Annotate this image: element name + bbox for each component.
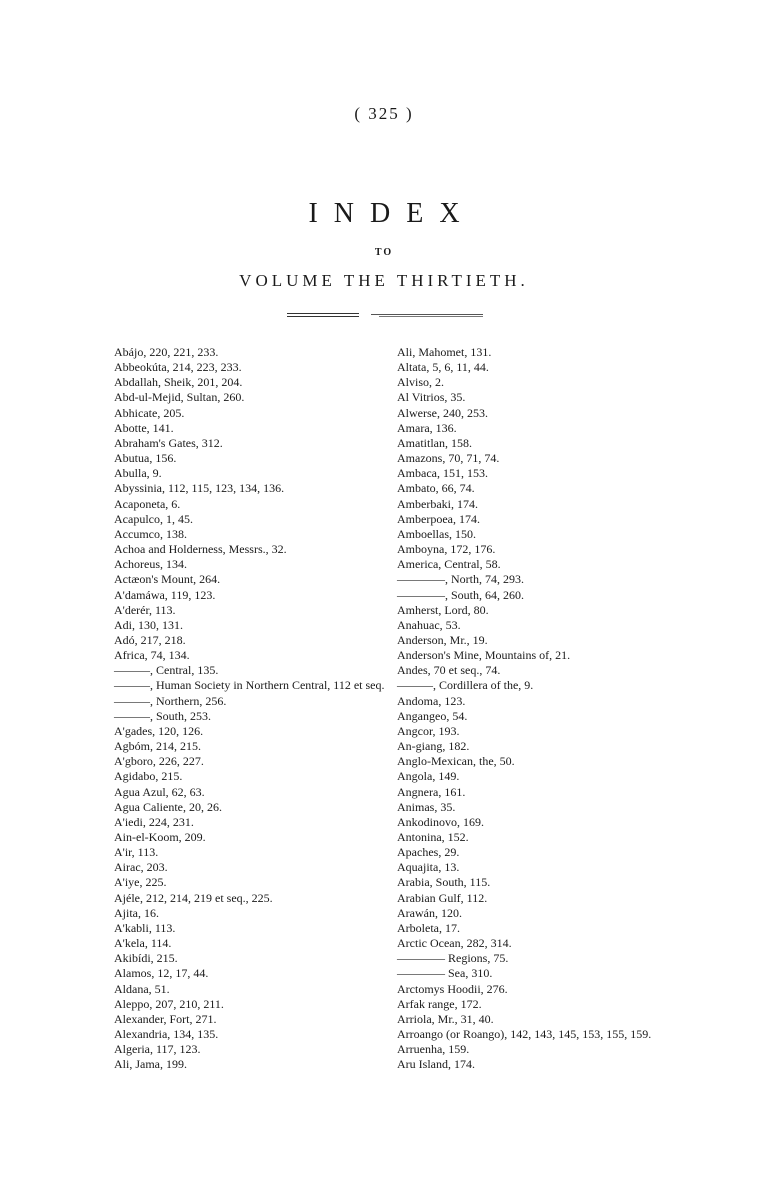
index-entry: Ali, Jama, 199. (114, 1057, 187, 1072)
index-entry: Ajéle, 212, 214, 219 et seq., 225. (114, 890, 273, 905)
index-entry: Abd-ul-Mejid, Sultan, 260. (114, 390, 245, 405)
index-entry: ———, Central, 135. (114, 663, 219, 678)
index-entry: Arboleta, 17. (397, 920, 460, 935)
index-entry: Achoreus, 134. (114, 557, 187, 572)
index-entry: Arruenha, 159. (397, 1042, 470, 1057)
index-entry: Accumco, 138. (114, 526, 187, 541)
index-entry: Abyssinia, 112, 115, 123, 134, 136. (114, 481, 285, 496)
index-entry: Adi, 130, 131. (114, 617, 183, 632)
index-entry: Arctomys Hoodii, 276. (397, 981, 508, 996)
index-entry: Akibídi, 215. (114, 951, 178, 966)
index-entry: ———, South, 253. (114, 708, 212, 723)
index-entry: ————, South, 64, 260. (397, 587, 525, 602)
index-entry: Ajita, 16. (114, 905, 159, 920)
index-entry: A'kela, 114. (114, 936, 172, 951)
index-entry: Al Vitrios, 35. (397, 390, 466, 405)
rule-line (287, 316, 359, 317)
index-entry: Angola, 149. (397, 769, 460, 784)
index-entry: A'kabli, 113. (114, 920, 176, 935)
index-entry: A'damáwa, 119, 123. (114, 587, 216, 602)
index-entry: A'ir, 113. (114, 845, 159, 860)
index-entry: Acaponeta, 6. (114, 496, 181, 511)
index-entry: Ain-el-Koom, 209. (114, 830, 206, 844)
index-entry: Arctic Ocean, 282, 314. (397, 936, 512, 951)
index-column-left (114, 345, 386, 1073)
index-entry: Algeria, 117, 123. (114, 1042, 201, 1057)
index-entry: A'gades, 120, 126. (114, 723, 204, 738)
index-entry: Altata, 5, 6, 11, 44. (397, 360, 489, 375)
index-entry: Abhicate, 205. (114, 405, 185, 420)
index-entry: A'gboro, 226, 227. (114, 754, 204, 769)
index-entry: Amberbaki, 174. (397, 496, 478, 511)
rule-line (371, 314, 483, 315)
index-entry: Anderson, Mr., 19. (397, 632, 488, 647)
index-entry: Alwerse, 240, 253. (397, 405, 488, 420)
index-entry: A'iye, 225. (114, 875, 167, 890)
index-entry: Abutua, 156. (114, 451, 177, 466)
index-entry: Anderson's Mine, Mountains of, 21. (397, 648, 571, 663)
index-entry: Agua Caliente, 20, 26. (114, 799, 222, 814)
page-number: ( 325 ) (354, 104, 414, 123)
index-entry: America, Central, 58. (397, 557, 501, 572)
index-entry: Arroango (or Roango), 142, 143, 145, 153, 155, 159. (397, 1027, 652, 1042)
index-entry: Achoa and Holderness, Messrs., 32. (114, 542, 287, 557)
index-entry: ————, North, 74, 293. (397, 572, 524, 587)
index-entry: Alexander, Fort, 271. (114, 1011, 217, 1026)
index-entry: Angcor, 193. (397, 723, 460, 738)
index-entry: Ambato, 66, 74. (397, 481, 475, 496)
index-entry: Acapulco, 1, 45. (114, 511, 193, 526)
index-entry: Agidabo, 215. (114, 769, 183, 784)
index-entry: ———, Human Society in Northern Central, 112 et seq. (114, 678, 385, 693)
index-entry: Amboellas, 150. (397, 526, 476, 541)
index-entry: ———— Regions, 75. (397, 951, 509, 966)
index-entry: Actæon's Mount, 264. (114, 572, 221, 587)
index-entry: Agua Azul, 62, 63. (114, 784, 205, 799)
index-title: INDEX (308, 198, 476, 229)
index-entry: Aldana, 51. (114, 981, 170, 996)
index-entry: Amboyna, 172, 176. (397, 542, 496, 557)
index-entry: Arriola, Mr., 31, 40. (397, 1011, 494, 1026)
index-entry: ———, Cordillera of the, 9. (397, 678, 534, 693)
index-entry: Abdallah, Sheik, 201, 204. (114, 375, 243, 390)
index-entry: Ankodinovo, 169. (397, 814, 484, 829)
index-entry: A'derér, 113. (114, 602, 176, 617)
index-entry: Arabian Gulf, 112. (397, 890, 488, 905)
index-entry: Ambaca, 151, 153. (397, 466, 488, 481)
index-entry: ———— Sea, 310. (397, 966, 493, 981)
rule-line (379, 316, 483, 317)
index-entry: Agbóm, 214, 215. (114, 739, 201, 754)
index-entry: Arabia, South, 115. (397, 875, 491, 890)
index-entry: Angnera, 161. (397, 784, 466, 799)
index-entry: Amazons, 70, 71, 74. (397, 451, 500, 466)
index-entry: Amara, 136. (397, 420, 457, 435)
index-entry: Alviso, 2. (397, 375, 445, 390)
index-entry: Aru Island, 174. (397, 1057, 475, 1072)
index-entry: Anglo-Mexican, the, 50. (397, 754, 515, 769)
rule-line (287, 313, 359, 314)
index-entry: An-giang, 182. (397, 739, 470, 754)
index-entry: Apaches, 29. (397, 845, 460, 860)
index-entry: Abulla, 9. (114, 466, 162, 481)
index-entry: Africa, 74, 134. (114, 648, 190, 663)
index-entry: Abbeokúta, 214, 223, 233. (114, 360, 242, 375)
index-entry: Abotte, 141. (114, 420, 174, 435)
index-entry: Ali, Mahomet, 131. (397, 345, 492, 359)
ornamental-rule (287, 313, 483, 317)
index-entry: Aleppo, 207, 210, 211. (114, 996, 224, 1011)
index-entry: Angangeo, 54. (397, 708, 468, 723)
index-entry: Animas, 35. (397, 799, 456, 814)
index-entry: Arfak range, 172. (397, 996, 482, 1011)
index-entry: Andoma, 123. (397, 693, 466, 708)
index-entry: Anahuac, 53. (397, 617, 461, 632)
index-entry: Amberpoea, 174. (397, 511, 480, 526)
index-entry: Amherst, Lord, 80. (397, 602, 489, 617)
index-entry: Adó, 217, 218. (114, 632, 186, 647)
index-entry: Alexandria, 134, 135. (114, 1027, 219, 1042)
index-entry: Alamos, 12, 17, 44. (114, 966, 209, 981)
title-connector: TO (374, 247, 394, 258)
index-entry: A'iedi, 224, 231. (114, 814, 194, 829)
index-entry: Abraham's Gates, 312. (114, 435, 223, 450)
index-entry: Aquajita, 13. (397, 860, 460, 875)
volume-subtitle: VOLUME THE THIRTIETH. (239, 271, 529, 290)
index-entry: Abájo, 220, 221, 233. (114, 345, 219, 359)
index-entry: Andes, 70 et seq., 74. (397, 663, 501, 678)
index-entry: Arawán, 120. (397, 905, 462, 920)
index-entry: Amatitlan, 158. (397, 435, 472, 450)
index-entry: ———, Northern, 256. (114, 693, 227, 708)
index-column-right (397, 345, 669, 1073)
index-entry: Airac, 203. (114, 860, 168, 875)
index-entry: Antonina, 152. (397, 830, 469, 844)
